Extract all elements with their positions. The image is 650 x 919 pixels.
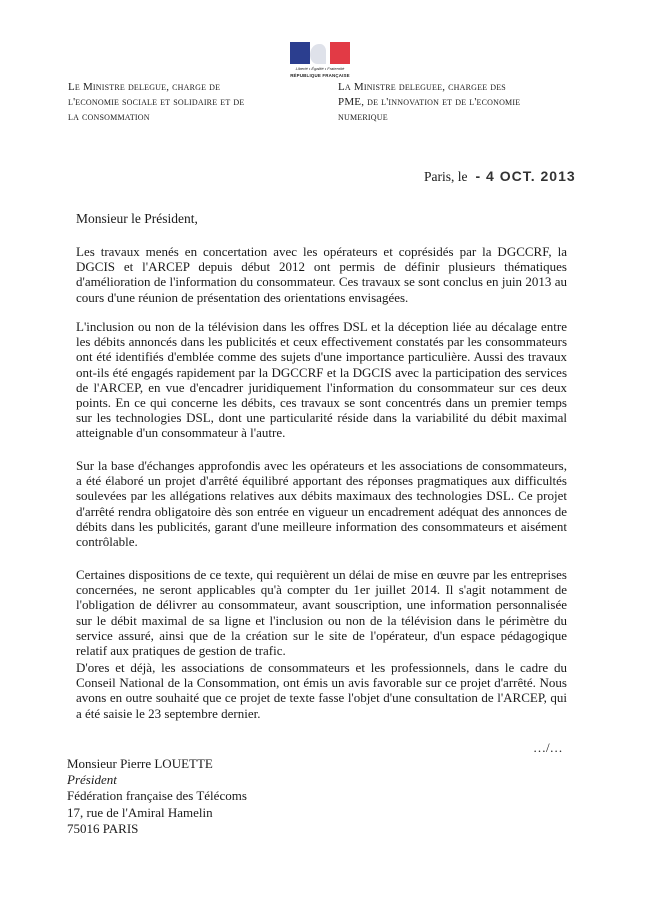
header-left-ministry xyxy=(68,80,308,125)
date-stamp: - 4 OCT. 2013 xyxy=(475,168,576,184)
body-paragraph: Certaines dispositions de ce texte, qui requièrent un délai de mise en œuvre par les entreprises concernées, ne seront applicables qu'à compter du 1er juillet 2014. Il s'agit notamment de l'obligation de délivrer au consommateur, avant souscription, une information personnalisée sur le débit maximal de sa ligne et l'inclusion ou non de la télévision dans le périmètre du service assuré, ainsi que de la création sur le site de l'opérateur, d'un espace pédagogique relatif aux pratiques de gestion de trafic. xyxy=(76,567,567,659)
salutation: Monsieur le Président, xyxy=(76,211,198,226)
header-left-line: Le Ministre delegue, charge de xyxy=(68,81,221,93)
recipient-address xyxy=(67,756,247,837)
recipient-street: 17, rue de l'Amiral Hamelin xyxy=(67,804,213,820)
logo-republic: RÉPUBLIQUE FRANÇAISE xyxy=(290,73,350,78)
header-right-line: PME, de l'innovation et de l'economie xyxy=(338,96,521,108)
header-left-line: l'economie sociale et solidaire et de xyxy=(68,96,245,108)
body-paragraph: Les travaux menés en concertation avec les opérateurs et coprésidés par la DGCCRF, la DGCIS et l'ARCEP depuis début 2012 ont permis de définir plusieurs thématiques d'amélioration de l'information du consommateur. Ces travaux se sont conclus en juin 2013 au cours d'une réunion de présentation des orientations envisagées. xyxy=(76,244,567,305)
body-paragraph: D'ores et déjà, les associations de consommateurs et les professionnels, dans le cadre du Conseil National de la Consommation, ont émis un avis favorable sur ce projet d'arrêté. Nous avons en outre souhaité que ce projet de texte fasse l'objet d'une consultation de l'ARCEP, qui a été saisie le 23 septembre dernier. xyxy=(76,660,567,721)
recipient-name: Monsieur Pierre LOUETTE xyxy=(67,756,213,771)
recipient-title: Président xyxy=(67,772,117,788)
header-right-line: La Ministre deleguee, chargee des xyxy=(338,81,506,93)
body-paragraph: Sur la base d'échanges approfondis avec les opérateurs et les associations de consommateurs, a été élaboré un projet d'arrêté équilibré apportant des réponses pragmatiques aux difficultés soulevées par les allégations relatives aux débits maximaux des technologies DSL. Ce projet d'arrêté rendra obligatoire dès son entrée en vigueur un encadrement adéquat des annonces de débits dans les publicités, garant d'une meilleure information des consommateurs et aisément contrôlable. xyxy=(76,458,567,550)
header-right-line: numerique xyxy=(338,111,388,123)
recipient-organization: Fédération française des Télécoms xyxy=(67,788,247,804)
date-place: Paris, le xyxy=(424,169,468,184)
body-paragraph: L'inclusion ou non de la télévision dans les offres DSL et la déception liée au décalage entre les débits annoncés dans les publicités et ceux effectivement constatés par les consommateurs ont été identifiés d'emblée comme des sujets d'une importance particulière. Aussi des travaux ont-ils été engagés rapidement par la DGCCRF et la DGCIS avec la participation des services de l'ARCEP, en vue d'encadrer juridiquement l'information du consommateur sur ces deux points. En ce qui concerne les débits, ces travaux se sont concentrés dans un premier temps sur les technologies DSL, dont une particularité réside dans la variabilité du débit maximal atteignable d'un consommateur à l'autre. xyxy=(76,319,567,441)
date-line xyxy=(424,168,576,185)
header-left-line: la consommation xyxy=(68,111,150,123)
logo-motto: Liberté • Égalité • Fraternité xyxy=(295,66,345,71)
tricolor-flag-icon xyxy=(290,42,350,64)
continuation-mark: …/… xyxy=(533,740,563,755)
recipient-city: 75016 PARIS xyxy=(67,820,139,836)
header-right-ministry xyxy=(338,80,588,125)
